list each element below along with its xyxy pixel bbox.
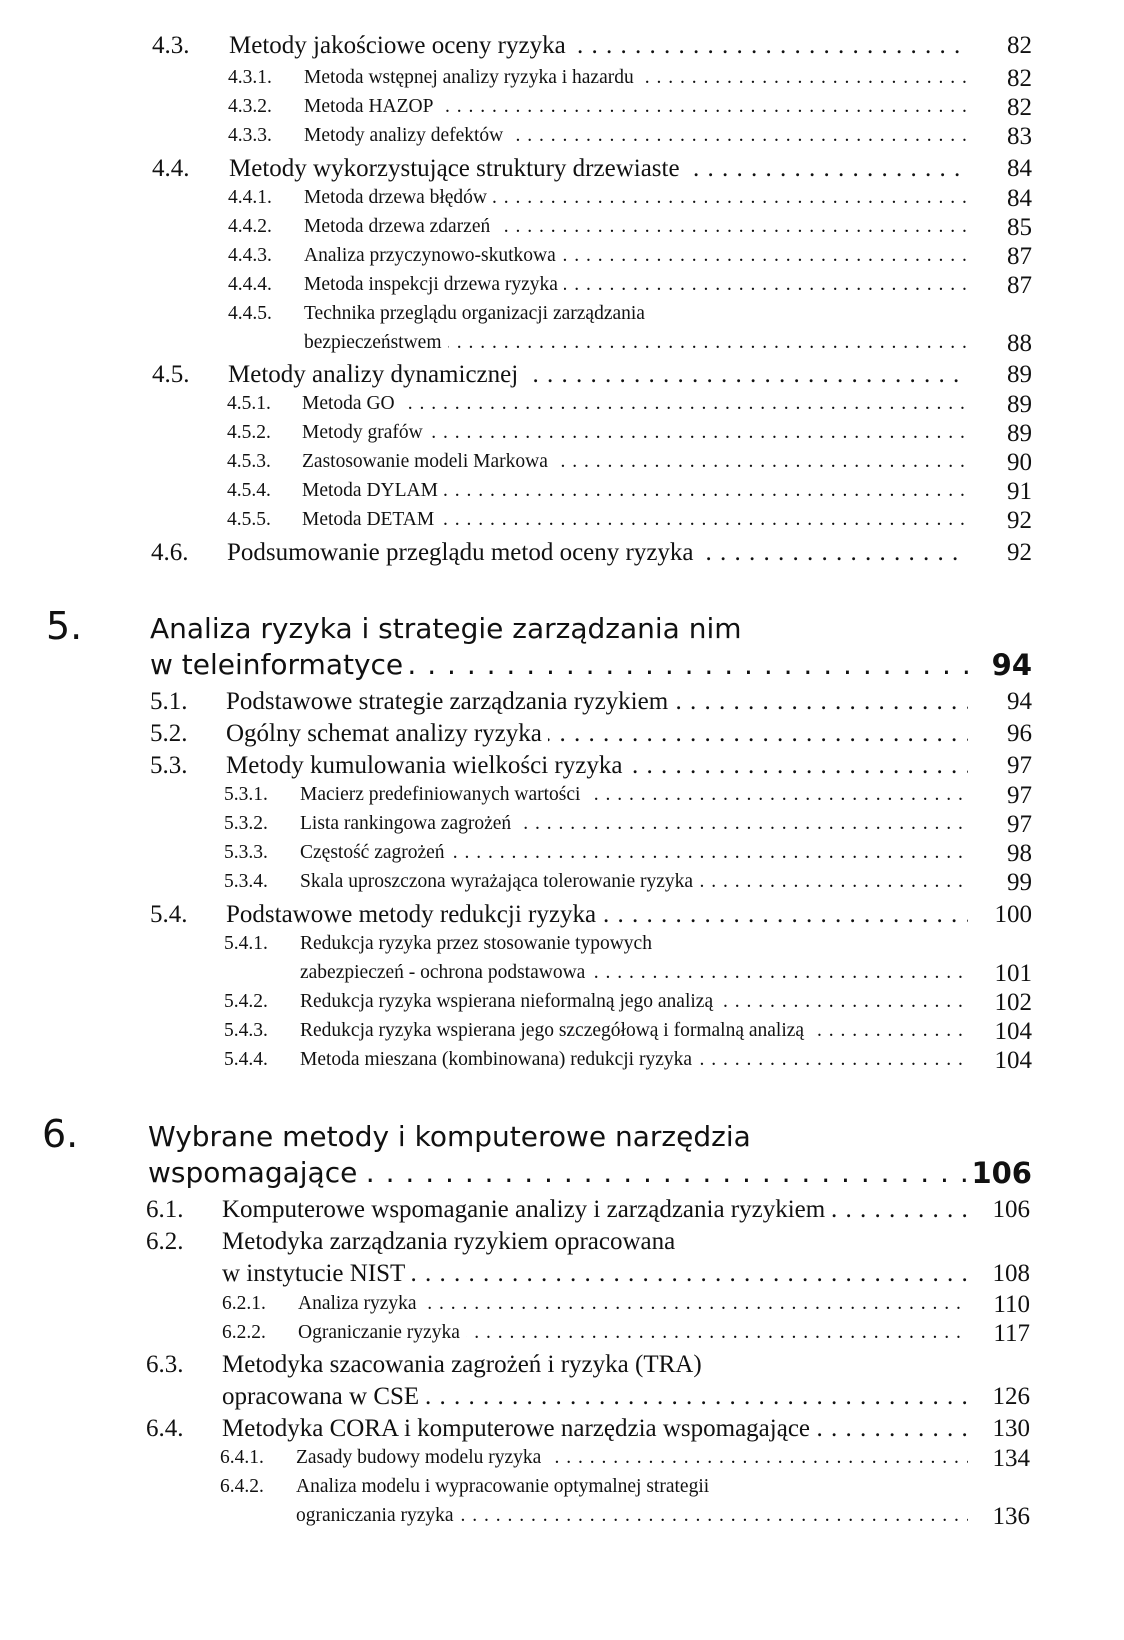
- page-number: 104: [994, 1047, 1032, 1074]
- toc-entry: [0, 303, 1124, 333]
- section-number: 4.3.2.: [228, 96, 272, 117]
- section-number: 5.4.3.: [224, 1020, 268, 1041]
- page-number: 97: [1007, 811, 1032, 838]
- section-number: 4.5.2.: [227, 422, 271, 443]
- chapter-title: Analiza ryzyka i strategie zarządzania nim: [150, 612, 748, 645]
- section-number: 4.5.5.: [227, 509, 271, 530]
- section-title: Technika przeglądu organizacji zarządzania: [304, 303, 651, 324]
- toc-entry: [0, 509, 1124, 539]
- page-number: 94: [991, 648, 1032, 682]
- toc-entry: [0, 1293, 1124, 1323]
- chapter-number: 6.: [42, 1112, 79, 1156]
- page-number: 91: [1007, 478, 1032, 505]
- toc-entry: [0, 125, 1124, 155]
- toc-entry: [0, 784, 1124, 814]
- page-number: 110: [993, 1291, 1030, 1318]
- section-number: 6.2.: [146, 1228, 184, 1255]
- toc-entry: [0, 155, 1124, 185]
- page-number: 82: [1007, 32, 1032, 59]
- page-number: 126: [992, 1383, 1030, 1410]
- page-number: 106: [971, 1156, 1032, 1190]
- section-number: 6.4.2.: [220, 1476, 264, 1497]
- section-number: 5.3.2.: [224, 813, 268, 834]
- section-title: Ograniczanie ryzyka: [298, 1322, 466, 1343]
- page-number: 98: [1007, 840, 1032, 867]
- page-number: 88: [1007, 330, 1032, 357]
- section-title: Metodyka zarządzania ryzykiem opracowana: [222, 1228, 681, 1255]
- section-title: Metody grafów: [302, 422, 429, 443]
- page-number: 108: [992, 1260, 1030, 1287]
- section-number: 6.1.: [146, 1196, 184, 1223]
- section-title: Częstość zagrożeń: [300, 842, 451, 863]
- page-number: 130: [992, 1415, 1030, 1442]
- page-number: 92: [1007, 507, 1032, 534]
- toc-entry: [0, 1228, 1124, 1258]
- section-number: 4.5.3.: [227, 451, 271, 472]
- section-number: 4.4.2.: [228, 216, 272, 237]
- page-number: 94: [1007, 688, 1032, 715]
- toc-entry: [0, 245, 1124, 275]
- page-number: 82: [1007, 94, 1032, 121]
- section-number: 4.4.3.: [228, 245, 272, 266]
- section-title-line2: w instytucie NIST: [222, 1260, 411, 1287]
- section-title: Metody analizy dynamicznej: [228, 361, 524, 388]
- section-number: 5.3.1.: [224, 784, 268, 805]
- section-title: Analiza ryzyka: [298, 1293, 423, 1314]
- section-number: 6.2.1.: [222, 1293, 266, 1314]
- page-number: 97: [1007, 752, 1032, 779]
- section-number: 6.4.: [146, 1415, 184, 1442]
- section-title: Redukcja ryzyka wspierana jego szczegółową i formalną analizą: [300, 1020, 810, 1041]
- toc-entry: [0, 901, 1124, 931]
- chapter-title: Wybrane metody i komputerowe narzędzia: [148, 1120, 757, 1153]
- section-title: Metoda mieszana (kombinowana) redukcji ryzyka: [300, 1049, 698, 1070]
- section-number: 5.3.3.: [224, 842, 268, 863]
- toc-entry: [0, 1476, 1124, 1506]
- page-number: 85: [1007, 214, 1032, 241]
- page-number: 101: [994, 960, 1032, 987]
- section-number: 5.4.2.: [224, 991, 268, 1012]
- page-number: 100: [994, 901, 1032, 928]
- section-title: Redukcja ryzyka wspierana nieformalną jego analizą: [300, 991, 719, 1012]
- section-title-line2: zabezpieczeń - ochrona podstawowa: [300, 962, 591, 983]
- section-title: Komputerowe wspomaganie analizy i zarządzania ryzykiem: [222, 1196, 831, 1223]
- chapter-heading: [0, 1112, 1124, 1200]
- toc-entry: [0, 1049, 1124, 1079]
- toc-entry: [0, 67, 1124, 97]
- section-number: 6.2.2.: [222, 1322, 266, 1343]
- section-number: 5.1.: [150, 688, 188, 715]
- section-title: Zastosowanie modeli Markowa: [302, 451, 554, 472]
- section-number: 4.3.1.: [228, 67, 272, 88]
- chapter-number: 5.: [46, 604, 83, 648]
- section-title: Macierz predefiniowanych wartości: [300, 784, 586, 805]
- toc-entry: [0, 1415, 1124, 1445]
- section-number: 5.3.4.: [224, 871, 268, 892]
- toc-entry: [0, 688, 1124, 718]
- toc-entry: [0, 1447, 1124, 1477]
- toc-entry: [0, 1351, 1124, 1381]
- toc-entry: [0, 274, 1124, 304]
- section-number: 6.4.1.: [220, 1447, 264, 1468]
- section-title: Metodyka szacowania zagrożeń i ryzyka (TRA): [222, 1351, 708, 1378]
- section-title: Metody wykorzystujące struktury drzewiaste: [229, 155, 686, 182]
- toc-entry: [0, 32, 1124, 62]
- section-title: Analiza przyczynowo-skutkowa: [304, 245, 562, 266]
- page-number: 89: [1007, 420, 1032, 447]
- section-title-line2: opracowana w CSE: [222, 1383, 425, 1410]
- toc-entry-continuation: [0, 962, 1124, 992]
- toc-entry: [0, 1020, 1124, 1050]
- toc-entry: [0, 1322, 1124, 1352]
- section-number: 5.4.4.: [224, 1049, 268, 1070]
- toc-entry: [0, 361, 1124, 391]
- page-number: 83: [1007, 123, 1032, 150]
- section-number: 6.3.: [146, 1351, 184, 1378]
- section-number: 4.3.3.: [228, 125, 272, 146]
- page-number: 92: [1007, 539, 1032, 566]
- section-title: Metodyka CORA i komputerowe narzędzia wspomagające: [222, 1415, 816, 1442]
- toc-entry: [0, 451, 1124, 481]
- toc-entry: [0, 752, 1124, 782]
- toc-entry: [0, 480, 1124, 510]
- section-title-line2: ograniczania ryzyka: [296, 1505, 460, 1526]
- section-number: 4.4.1.: [228, 187, 272, 208]
- section-number: 5.4.1.: [224, 933, 268, 954]
- section-title: Metoda DETAM: [302, 509, 440, 530]
- page-number: 90: [1007, 449, 1032, 476]
- toc-entry: [0, 96, 1124, 126]
- section-title-line2: bezpieczeństwem: [304, 332, 448, 353]
- section-number: 5.4.: [150, 901, 188, 928]
- section-title: Lista rankingowa zagrożeń: [300, 813, 517, 834]
- toc-entry: [0, 187, 1124, 217]
- section-title: Metoda HAZOP: [304, 96, 439, 117]
- section-title: Metoda inspekcji drzewa ryzyka: [304, 274, 564, 295]
- section-number: 4.4.5.: [228, 303, 272, 324]
- section-number: 4.3.: [152, 32, 190, 59]
- section-title: Analiza modelu i wypracowanie optymalnej strategii: [296, 1476, 715, 1497]
- section-number: 4.5.: [152, 361, 190, 388]
- page-number: 96: [1007, 720, 1032, 747]
- page-number: 84: [1007, 185, 1032, 212]
- page-number: 102: [994, 989, 1032, 1016]
- toc-entry: [0, 871, 1124, 901]
- section-number: 4.5.1.: [227, 393, 271, 414]
- page-number: 87: [1007, 243, 1032, 270]
- toc-entry: [0, 216, 1124, 246]
- chapter-heading: [0, 604, 1124, 692]
- section-title: Zasady budowy modelu ryzyka: [296, 1447, 547, 1468]
- section-title: Skala uproszczona wyrażająca tolerowanie ryzyka: [300, 871, 699, 892]
- toc-entry: [0, 933, 1124, 963]
- page-number: 136: [992, 1503, 1030, 1530]
- page-number: 87: [1007, 272, 1032, 299]
- toc-entry-continuation: [0, 1383, 1124, 1413]
- toc-entry-continuation: [0, 1260, 1124, 1290]
- section-number: 5.3.: [150, 752, 188, 779]
- page-number: 117: [993, 1320, 1030, 1347]
- page-number: 89: [1007, 361, 1032, 388]
- toc-entry: [0, 813, 1124, 843]
- toc-entry: [0, 1196, 1124, 1226]
- toc-entry: [0, 539, 1124, 569]
- toc-entry: [0, 720, 1124, 750]
- section-title: Podstawowe metody redukcji ryzyka: [226, 901, 602, 928]
- section-title: Podstawowe strategie zarządzania ryzykiem: [226, 688, 674, 715]
- chapter-title-line2: w teleinformatyce: [150, 648, 409, 681]
- section-number: 4.6.: [151, 539, 189, 566]
- section-number: 4.5.4.: [227, 480, 271, 501]
- toc-entry: [0, 991, 1124, 1021]
- section-number: 4.4.: [152, 155, 190, 182]
- page-number: 82: [1007, 65, 1032, 92]
- section-title: Metoda wstępnej analizy ryzyka i hazardu: [304, 67, 640, 88]
- section-title: Metoda DYLAM: [302, 480, 444, 501]
- section-title: Podsumowanie przeglądu metod oceny ryzyka: [227, 539, 700, 566]
- page-number: 97: [1007, 782, 1032, 809]
- toc-entry-continuation: [0, 332, 1124, 362]
- section-title: Metoda GO: [302, 393, 401, 414]
- toc-entry: [0, 842, 1124, 872]
- section-number: 4.4.4.: [228, 274, 272, 295]
- section-title: Metoda drzewa zdarzeń: [304, 216, 496, 237]
- section-title: Metoda drzewa błędów: [304, 187, 493, 208]
- chapter-title-line2: wspomagające: [148, 1156, 363, 1189]
- section-title: Redukcja ryzyka przez stosowanie typowych: [300, 933, 658, 954]
- page-number: 134: [992, 1445, 1030, 1472]
- page-number: 89: [1007, 391, 1032, 418]
- section-title: Metody jakościowe oceny ryzyka: [229, 32, 572, 59]
- section-title: Metody analizy defektów: [304, 125, 509, 146]
- page-number: 84: [1007, 155, 1032, 182]
- section-number: 5.2.: [150, 720, 188, 747]
- page-number: 104: [994, 1018, 1032, 1045]
- toc-entry-continuation: [0, 1505, 1124, 1535]
- toc-entry: [0, 393, 1124, 423]
- page-number: 99: [1007, 869, 1032, 896]
- section-title: Metody kumulowania wielkości ryzyka: [226, 752, 628, 779]
- toc-entry: [0, 422, 1124, 452]
- page-number: 106: [992, 1196, 1030, 1223]
- section-title: Ogólny schemat analizy ryzyka: [226, 720, 548, 747]
